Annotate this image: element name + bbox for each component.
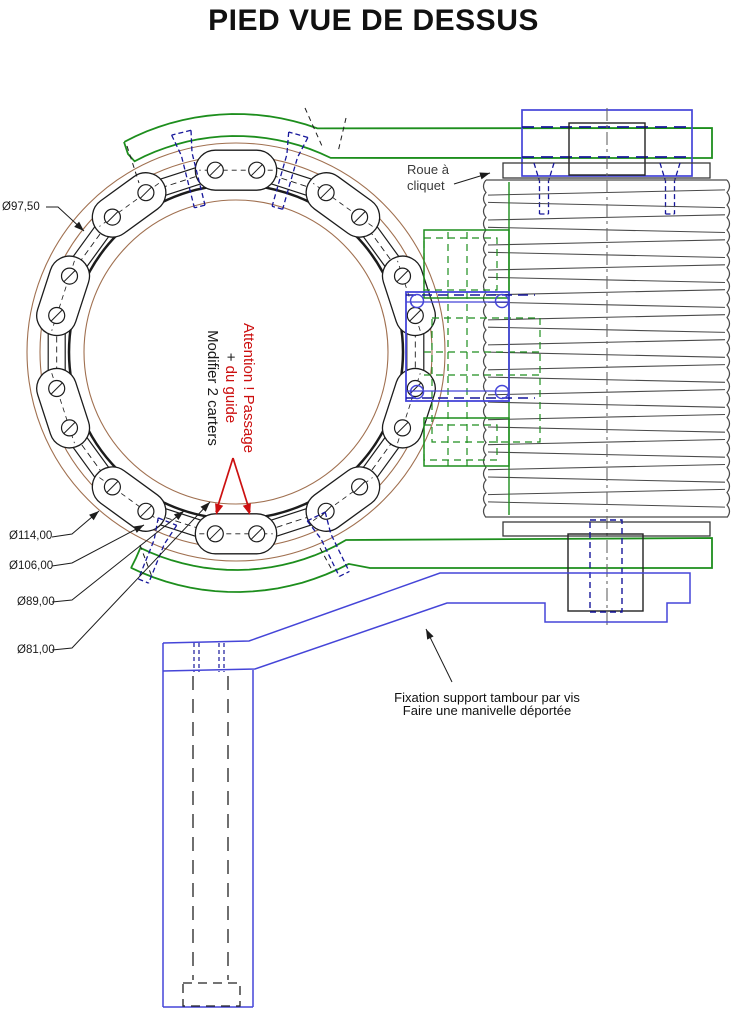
fixation-annotation [357,691,617,717]
dimension-label-diameter-114: Ø114,00 [9,530,53,542]
dimension-label-diameter-97-50: Ø97,50 [2,201,40,213]
warning-line2 [221,298,239,478]
dimension-label-diameter-106: Ø106,00 [9,560,54,572]
ratchet-annotation-line2: cliquet [407,178,445,193]
warning-annotation-rotated [203,298,257,478]
dimension-label-diameter-81: Ø81,00 [17,644,55,656]
warning-line1: Attention ! Passage [240,322,257,454]
warning-line2-text: du guide [222,361,239,424]
ratchet-annotation-line1: Roue à [407,162,449,177]
page-title: PIED VUE DE DESSUS [208,4,539,37]
dimension-label-diameter-89: Ø89,00 [17,596,55,608]
ratchet-wheel-annotation [407,162,449,194]
warning-line3: Modifier 2 carters [204,330,221,446]
fixation-line2: Faire une manivelle déportée [402,703,572,718]
warning-plus-sign: + [222,352,239,362]
fixation-line1: Fixation support tambour par vis [394,690,580,705]
